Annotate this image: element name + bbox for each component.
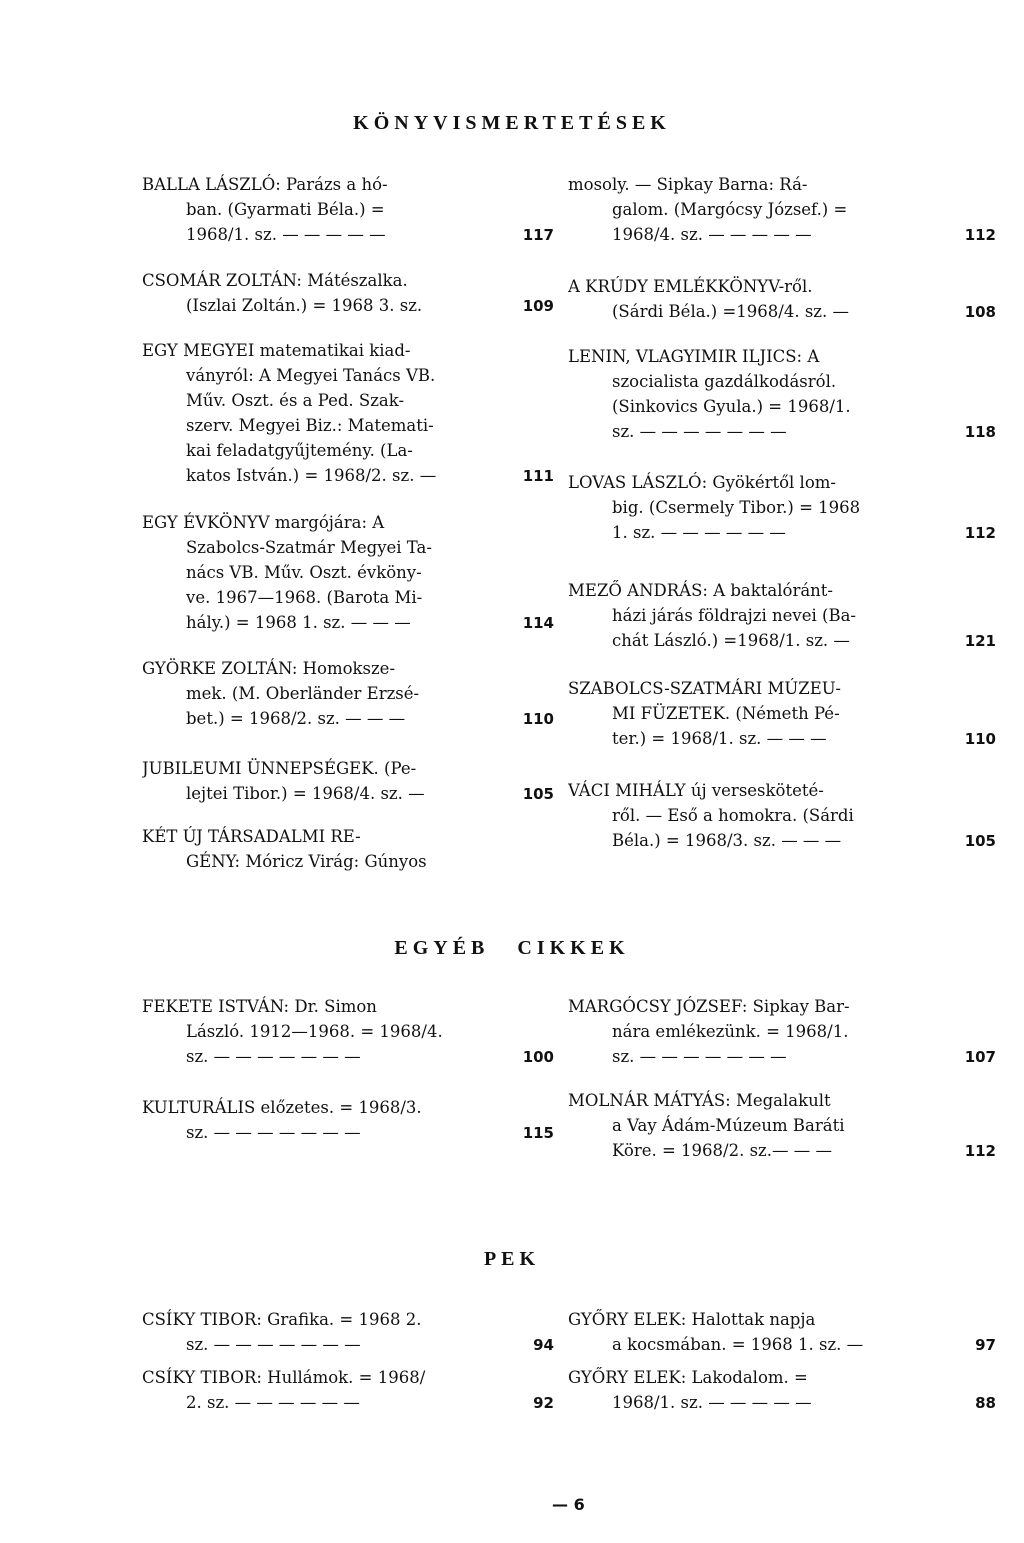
index-entry	[142, 994, 554, 1070]
entry-line-text: CSÍKY TIBOR: Grafika. = 1968 2.	[142, 1310, 422, 1329]
entry-line	[142, 510, 554, 535]
entry-line	[568, 701, 996, 726]
entry-line	[142, 363, 554, 388]
page-number: 121	[964, 632, 996, 650]
index-entry	[142, 1365, 554, 1416]
entry-line-text: SZABOLCS-SZATMÁRI MÚZEU-	[568, 679, 841, 698]
entry-line-text: ban. (Gyarmati Béla.) =	[186, 200, 385, 219]
entry-line	[568, 197, 996, 222]
entry-line-text: lejtei Tibor.) = 1968/4. sz. —	[186, 784, 425, 803]
entry-line-text: sz. — — — — — — —	[186, 1047, 361, 1066]
index-entry	[568, 778, 996, 854]
index-entry	[142, 268, 554, 319]
entry-line-text: szerv. Megyei Biz.: Matemati-	[186, 416, 434, 435]
page-number: 110	[522, 710, 554, 728]
pek-heading: PEK	[483, 1248, 541, 1270]
entry-line	[142, 535, 554, 560]
entry-line	[568, 172, 996, 197]
entry-line	[568, 1307, 996, 1332]
entry-line-text: ről. — Eső a homokra. (Sárdi	[612, 806, 854, 825]
entry-line	[142, 824, 554, 849]
index-entry	[568, 172, 996, 248]
entry-line	[568, 803, 996, 828]
entry-line	[142, 681, 554, 706]
entry-line	[142, 585, 554, 610]
entry-line	[142, 222, 554, 248]
entry-line	[142, 706, 554, 732]
entry-line-text: LOVAS LÁSZLÓ: Gyökértől lom-	[568, 473, 836, 492]
entry-line	[142, 438, 554, 463]
entry-line	[568, 299, 996, 325]
entry-line	[568, 1390, 996, 1416]
entry-line-text: EGY ÉVKÖNYV margójára: A	[142, 513, 385, 532]
entry-line	[568, 1088, 996, 1113]
entry-line	[568, 578, 996, 603]
index-entry	[568, 470, 996, 546]
entry-line-text: VÁCI MIHÁLY új versesköteté-	[568, 781, 824, 800]
entry-line	[142, 1365, 554, 1390]
page-number: 88	[975, 1394, 996, 1412]
entry-line-text: nára emlékezünk. = 1968/1.	[612, 1022, 849, 1041]
entry-line-text: KULTURÁLIS előzetes. = 1968/3.	[142, 1098, 422, 1117]
entry-line	[142, 388, 554, 413]
entry-line-text: CSOMÁR ZOLTÁN: Mátészalka.	[142, 271, 408, 290]
egyeb-heading: EGYÉB	[394, 937, 490, 959]
page-number: 111	[522, 467, 554, 485]
entry-line-text: GYŐRY ELEK: Halottak napja	[568, 1310, 816, 1329]
page-number: 118	[964, 423, 996, 441]
entry-line-text: bet.) = 1968/2. sz. — — —	[186, 709, 406, 728]
entry-line-text: nács VB. Műv. Oszt. évköny-	[186, 563, 422, 582]
page-number: 114	[522, 614, 554, 632]
entry-line	[568, 520, 996, 546]
entry-line	[568, 676, 996, 701]
entry-line-text: Béla.) = 1968/3. sz. — — —	[612, 831, 842, 850]
entry-line-text: ve. 1967—1968. (Barota Mi-	[186, 588, 423, 607]
entry-line-text: 1968/1. sz. — — — — —	[612, 1393, 812, 1412]
page-number: 112	[964, 1142, 996, 1160]
entry-line	[142, 1044, 554, 1070]
cikkek-heading: CIKKEK	[517, 937, 630, 959]
entry-line	[142, 781, 554, 807]
entry-line-text: László. 1912—1968. = 1968/4.	[186, 1022, 443, 1041]
page-number: 115	[522, 1124, 554, 1142]
entry-line-text: Szabolcs-Szatmár Megyei Ta-	[186, 538, 432, 557]
index-entry	[142, 172, 554, 248]
entry-line-text: MARGÓCSY JÓZSEF: Sipkay Bar-	[568, 997, 850, 1016]
index-entry	[568, 1088, 996, 1164]
entry-line	[142, 1390, 554, 1416]
entry-line	[568, 994, 996, 1019]
entry-line-text: LENIN, VLAGYIMIR ILJICS: A	[568, 347, 820, 366]
page-number: 100	[522, 1048, 554, 1066]
entry-line-text: MEZŐ ANDRÁS: A baktalóránt-	[568, 581, 833, 600]
entry-line-text: JUBILEUMI ÜNNEPSÉGEK. (Pe-	[142, 759, 417, 778]
entry-line	[142, 560, 554, 585]
entry-line-text: MI FÜZETEK. (Németh Pé-	[612, 704, 840, 723]
entry-line	[142, 756, 554, 781]
entry-line-text: chát László.) =1968/1. sz. —	[612, 631, 850, 650]
entry-line-text: ter.) = 1968/1. sz. — — —	[612, 729, 827, 748]
entry-line-text: szocialista gazdálkodásról.	[612, 372, 837, 391]
entry-line	[142, 268, 554, 293]
entry-line-text: a kocsmában. = 1968 1. sz. —	[612, 1335, 864, 1354]
entry-line-text: big. (Csermely Tibor.) = 1968	[612, 498, 861, 517]
entry-line-text: (Iszlai Zoltán.) = 1968 3. sz.	[186, 296, 423, 315]
entry-line-text: a Vay Ádám-Múzeum Baráti	[612, 1116, 845, 1135]
entry-line-text: GYŐRY ELEK: Lakodalom. =	[568, 1368, 808, 1387]
entry-line	[142, 849, 554, 874]
entry-line	[568, 828, 996, 854]
entry-line	[142, 656, 554, 681]
entry-line	[568, 778, 996, 803]
entry-line	[568, 222, 996, 248]
entry-line	[142, 994, 554, 1019]
index-entry	[142, 756, 554, 807]
index-entry	[568, 578, 996, 654]
entry-line-text: 1. sz. — — — — — —	[612, 523, 786, 542]
index-entry	[568, 274, 996, 325]
entry-line	[568, 1332, 996, 1358]
page-number: 117	[522, 226, 554, 244]
index-entry	[142, 824, 554, 874]
entry-line-text: EGY MEGYEI matematikai kiad-	[142, 341, 411, 360]
entry-line	[142, 1307, 554, 1332]
page-number: 112	[964, 226, 996, 244]
main-heading: KÖNYVISMERTETÉSEK	[353, 112, 671, 134]
entry-line-text: (Sinkovics Gyula.) = 1968/1.	[612, 397, 851, 416]
entry-line-text: hály.) = 1968 1. sz. — — —	[186, 613, 411, 632]
page-number: 92	[533, 1394, 554, 1412]
page-number: 105	[522, 785, 554, 803]
entry-line	[142, 463, 554, 489]
entry-line-text: sz. — — — — — — —	[612, 1047, 787, 1066]
entry-line-text: sz. — — — — — — —	[612, 422, 787, 441]
index-entry	[568, 994, 996, 1070]
entry-line	[142, 172, 554, 197]
entry-line-text: GYÖRKE ZOLTÁN: Homoksze-	[142, 659, 396, 678]
entry-line	[568, 726, 996, 752]
entry-line-text: 2. sz. — — — — — —	[186, 1393, 360, 1412]
entry-line-text: katos István.) = 1968/2. sz. —	[186, 466, 437, 485]
index-entry	[568, 676, 996, 752]
entry-line-text: mek. (M. Oberländer Erzsé-	[186, 684, 420, 703]
entry-line	[568, 369, 996, 394]
page-number-footer: — 6	[552, 1495, 585, 1514]
entry-line	[568, 628, 996, 654]
entry-line-text: (Sárdi Béla.) =1968/4. sz. —	[612, 302, 849, 321]
index-entry	[568, 1307, 996, 1358]
page-number: 97	[975, 1336, 996, 1354]
page-number: 105	[964, 832, 996, 850]
entry-line-text: sz. — — — — — — —	[186, 1123, 361, 1142]
entry-line	[568, 1019, 996, 1044]
page-number: 109	[522, 297, 554, 315]
entry-line-text: A KRÚDY EMLÉKKÖNYV-ről.	[568, 277, 813, 296]
entry-line	[142, 1095, 554, 1120]
entry-line-text: FEKETE ISTVÁN: Dr. Simon	[142, 997, 377, 1016]
entry-line	[142, 1120, 554, 1146]
entry-line	[568, 603, 996, 628]
entry-line-text: kai feladatgyűjtemény. (La-	[186, 441, 413, 460]
entry-line	[568, 495, 996, 520]
page-number: 94	[533, 1336, 554, 1354]
page-number: 107	[964, 1048, 996, 1066]
index-entry	[142, 338, 554, 489]
entry-line-text: mosoly. — Sipkay Barna: Rá-	[568, 175, 808, 194]
entry-line	[142, 293, 554, 319]
page-number: 108	[964, 303, 996, 321]
entry-line	[568, 1044, 996, 1070]
entry-line-text: ványról: A Megyei Tanács VB.	[186, 366, 436, 385]
entry-line-text: házi járás földrajzi nevei (Ba-	[612, 606, 856, 625]
entry-line	[568, 344, 996, 369]
entry-line	[142, 413, 554, 438]
entry-line	[142, 338, 554, 363]
entry-line	[568, 1365, 996, 1390]
page-number: 110	[964, 730, 996, 748]
entry-line-text: MOLNÁR MÁTYÁS: Megalakult	[568, 1091, 831, 1110]
index-entry	[142, 1307, 554, 1358]
entry-line	[142, 610, 554, 636]
index-entry	[142, 510, 554, 636]
entry-line	[568, 394, 996, 419]
entry-line-text: Műv. Oszt. és a Ped. Szak-	[186, 391, 405, 410]
entry-line	[568, 1138, 996, 1164]
entry-line	[568, 419, 996, 445]
entry-line	[142, 1332, 554, 1358]
index-entry	[142, 656, 554, 732]
entry-line-text: sz. — — — — — — —	[186, 1335, 361, 1354]
index-entry	[568, 1365, 996, 1416]
entry-line-text: Köre. = 1968/2. sz.— — —	[612, 1141, 832, 1160]
entry-line-text: 1968/1. sz. — — — — —	[186, 225, 386, 244]
entry-line-text: GÉNY: Móricz Virág: Gúnyos	[186, 852, 427, 871]
entry-line	[568, 1113, 996, 1138]
entry-line	[568, 470, 996, 495]
entry-line	[142, 1019, 554, 1044]
entry-line	[142, 197, 554, 222]
entry-line-text: KÉT ÚJ TÁRSADALMI RE-	[142, 827, 361, 846]
page-number: 112	[964, 524, 996, 542]
index-entry	[142, 1095, 554, 1146]
entry-line-text: 1968/4. sz. — — — — —	[612, 225, 812, 244]
entry-line	[568, 274, 996, 299]
entry-line-text: CSÍKY TIBOR: Hullámok. = 1968/	[142, 1368, 426, 1387]
entry-line-text: BALLA LÁSZLÓ: Parázs a hó-	[142, 175, 388, 194]
egyeb-cikkek-heading	[0, 937, 1024, 960]
index-entry	[568, 344, 996, 445]
entry-line-text: galom. (Margócsy József.) =	[612, 200, 848, 219]
